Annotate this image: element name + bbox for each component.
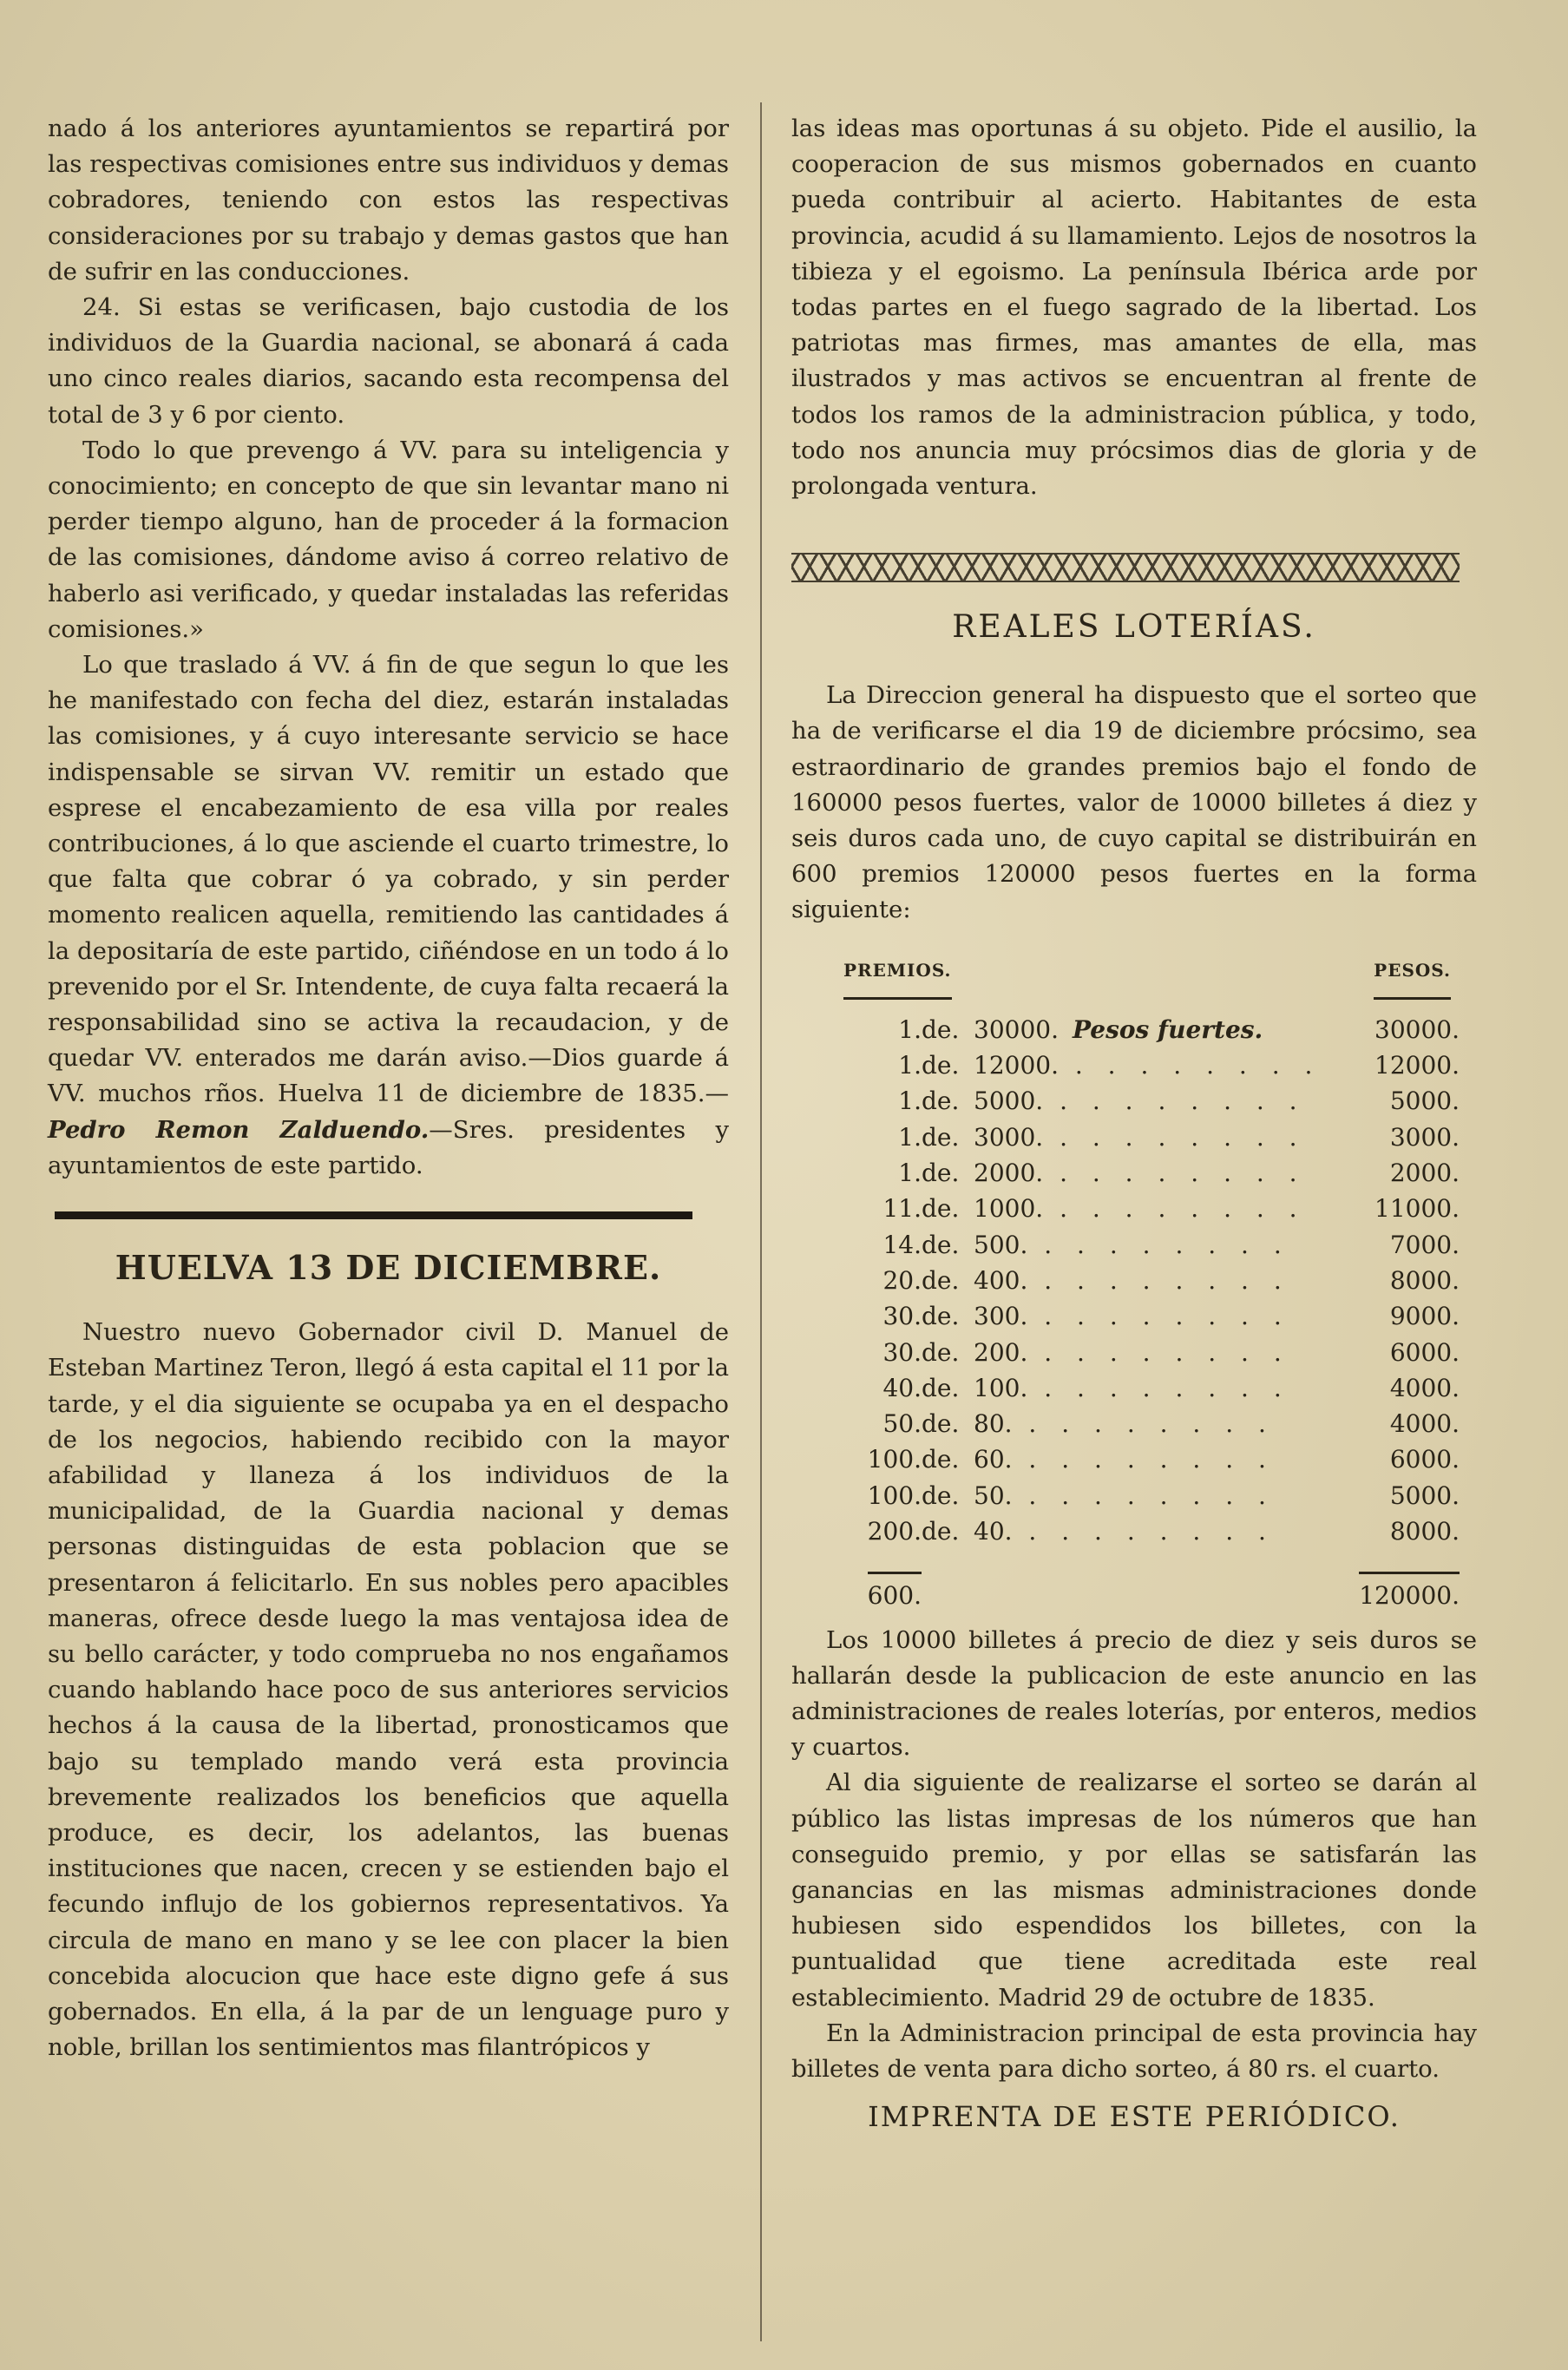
printer-imprint: IMPRENTA DE ESTE PERIÓDICO. bbox=[868, 2100, 1401, 2134]
prize-amount bbox=[974, 1083, 1321, 1119]
prize-table-total bbox=[791, 1549, 1460, 1613]
prize-amount bbox=[974, 1298, 1321, 1334]
governor-article: Nuestro nuevo Gobernador civil D. Manuel de Esteban Martinez Teron, llegó á esta capital el 11 por la tarde, y el dia siguiente se ocupaba ya en el despacho de los negocios, habiendo recibido con la mayor afabilidad y llaneza á los individuos de la municipalidad, de la Guardia nacional y demas personas distinguidas de esta poblacion que se presentaron á felicitarlo. En sus nobles pero apacibles maneras, ofrece desde luego la mas ventajosa idea de su bello carácter, y todo comprueba no nos engañamos cuando hablando hace poco de sus anteriores servicios hechos á la causa de la libertad, pronosticamos que bajo su templado mando verá esta provincia brevemente realizados los beneficios que aquella produce, es decir, los adelantos, las buenas instituciones que nacen, crecen y se estienden bajo el fecundo influjo de los gobiernos representativos. Ya circula de mano en mano y se lee con placer la bien concebida alocucion que hace este digno gefe á sus gobernados. En ella, á la par de un lenguage puro y noble, brillan los sentimientos mas filantrópicos y bbox=[48, 1318, 729, 2062]
prize-row bbox=[791, 1441, 1460, 1477]
prize-amount bbox=[974, 1513, 1321, 1549]
prize-table-body bbox=[791, 1012, 1460, 1549]
prize-amount bbox=[974, 1370, 1321, 1406]
prize-total: 3000. bbox=[1389, 1122, 1460, 1152]
prize-note: Pesos fuertes. bbox=[1072, 1014, 1263, 1044]
prize-count: 1. bbox=[898, 1087, 922, 1116]
prize-amount-value: 12000. bbox=[974, 1051, 1059, 1080]
prize-table-header-pesos: PESOS. bbox=[1321, 953, 1460, 1012]
prize-total: 7000. bbox=[1389, 1230, 1460, 1259]
leader-dots: . . . . . . . . bbox=[1012, 1445, 1275, 1474]
prize-total: 5000. bbox=[1389, 1087, 1460, 1116]
prize-de: de. bbox=[922, 1014, 960, 1044]
venta-notice: En la Administracion principal de esta provincia hay billetes de venta para dicho sorteo, á 80 rs. el cuarto. bbox=[791, 2019, 1477, 2084]
prize-total: 12000. bbox=[1374, 1051, 1460, 1080]
prize-total: 8000. bbox=[1389, 1517, 1460, 1546]
prize-de: de. bbox=[922, 1409, 960, 1439]
prize-total: 4000. bbox=[1389, 1409, 1460, 1439]
prize-de: de. bbox=[922, 1159, 960, 1188]
prize-row bbox=[791, 1513, 1460, 1549]
prize-count: 1. bbox=[898, 1014, 922, 1044]
leader-dots: . . . . . . . . bbox=[1027, 1230, 1290, 1259]
prize-count: 30. bbox=[882, 1302, 922, 1331]
prize-row bbox=[791, 1406, 1460, 1441]
prize-de: de. bbox=[922, 1194, 960, 1224]
right-column bbox=[791, 111, 1477, 2135]
prize-row bbox=[791, 1298, 1460, 1334]
prize-amount-value: 5000. bbox=[974, 1087, 1044, 1116]
left-column bbox=[48, 111, 729, 2065]
article-paragraph-24: 24. Si estas se verificasen, bajo custodia de los individuos de la Guardia nacional, se abonará á cada uno cinco reales diarios, sacando esta recompensa del total de 3 y 6 por ciento. bbox=[48, 293, 729, 429]
column-divider bbox=[760, 102, 762, 2341]
prize-amount-value: 100. bbox=[974, 1373, 1028, 1402]
prize-amount bbox=[974, 1478, 1321, 1513]
prize-amount bbox=[974, 1012, 1321, 1047]
ornamental-divider bbox=[791, 553, 1460, 582]
total-premios: 600. bbox=[791, 1549, 922, 1613]
leader-dots: . . . . . . . . bbox=[1027, 1373, 1290, 1402]
prize-total: 8000. bbox=[1389, 1265, 1460, 1295]
prize-de: de. bbox=[922, 1230, 960, 1259]
prize-total: 9000. bbox=[1389, 1302, 1460, 1331]
prize-de: de. bbox=[922, 1517, 960, 1546]
prize-amount-value: 2000. bbox=[974, 1159, 1044, 1188]
prize-amount-value: 40. bbox=[974, 1517, 1013, 1546]
section-divider bbox=[55, 1211, 692, 1219]
leader-dots: . . . . . . . . bbox=[1043, 1194, 1306, 1224]
prize-amount-value: 1000. bbox=[974, 1194, 1044, 1224]
prize-total: 6000. bbox=[1389, 1337, 1460, 1367]
prize-de: de. bbox=[922, 1087, 960, 1116]
prize-de: de. bbox=[922, 1445, 960, 1474]
prize-row bbox=[791, 1370, 1460, 1406]
article-paragraph: Todo lo que prevengo á VV. para su inteligencia y conocimiento; en concepto de que sin levantar mano ni perder tiempo alguno, han de proceder á la formacion de las comisiones, dándome aviso á correo relativo de haberlo asi verificado, y quedar instaladas las referidas comisiones.» bbox=[48, 436, 729, 643]
prize-amount bbox=[974, 1441, 1321, 1477]
article-conclusion: las ideas mas oportunas á su objeto. Pide el ausilio, la cooperacion de sus mismos gobernados en cuanto pueda contribuir al acierto. Habitantes de esta provincia, acudid á su llamamiento. Lejos de nosotros la tibieza y el egoismo. La península Ibérica arde por todas partes en el fuego sagrado de la libertad. Los patriotas mas firmes, mas amantes de ella, mas ilustrados y mas activos se encuentran al frente de todos los ramos de la administracion pública, y todo, todo nos anuncia muy prócsimos dias de gloria y de prolongada ventura. bbox=[791, 115, 1477, 501]
prize-amount bbox=[974, 1119, 1321, 1155]
prize-total: 6000. bbox=[1389, 1445, 1460, 1474]
prize-total: 2000. bbox=[1389, 1159, 1460, 1188]
prize-row bbox=[791, 1083, 1460, 1119]
prize-amount bbox=[974, 1406, 1321, 1441]
prize-count: 14. bbox=[882, 1230, 922, 1259]
leader-dots: . . . . . . . . bbox=[1012, 1480, 1275, 1510]
traslado-end: —Sres. presidentes y ayuntamientos de este partido. bbox=[48, 1115, 729, 1179]
prize-amount-value: 300. bbox=[974, 1302, 1028, 1331]
total-pesos: 120000. bbox=[1321, 1549, 1460, 1613]
leader-dots: . . . . . . . . bbox=[1027, 1265, 1290, 1295]
prize-row bbox=[791, 1047, 1460, 1083]
prize-amount bbox=[974, 1335, 1321, 1370]
prize-count: 30. bbox=[882, 1337, 922, 1367]
prize-amount-value: 60. bbox=[974, 1445, 1013, 1474]
prize-de: de. bbox=[922, 1302, 960, 1331]
prize-amount bbox=[974, 1047, 1321, 1083]
prize-de: de. bbox=[922, 1480, 960, 1510]
prize-amount-value: 30000. bbox=[974, 1014, 1059, 1044]
leader-dots: . . . . . . . . bbox=[1043, 1122, 1306, 1152]
prize-amount bbox=[974, 1155, 1321, 1191]
prize-total: 30000. bbox=[1374, 1014, 1460, 1044]
prize-row bbox=[791, 1478, 1460, 1513]
article-continuation: nado á los anteriores ayuntamientos se repartirá por las respectivas comisiones entre sus individuos y demas cobradores, teniendo con estos las respectivas consideraciones por su trabajo y demas gastos que han de sufrir en las conducciones. bbox=[48, 115, 729, 286]
prize-row bbox=[791, 1012, 1460, 1047]
prize-amount-value: 3000. bbox=[974, 1122, 1044, 1152]
prize-row bbox=[791, 1263, 1460, 1298]
prize-de: de. bbox=[922, 1122, 960, 1152]
prize-amount bbox=[974, 1191, 1321, 1226]
prize-de: de. bbox=[922, 1051, 960, 1080]
leader-dots: . . . . . . . . bbox=[1027, 1337, 1290, 1367]
prize-amount-value: 200. bbox=[974, 1337, 1028, 1367]
prize-count: 1. bbox=[898, 1159, 922, 1188]
prize-amount bbox=[974, 1227, 1321, 1263]
prize-count: 100. bbox=[867, 1445, 922, 1474]
billetes-notice: Los 10000 billetes á precio de diez y seis duros se hallarán desde la publicacion de este anuncio en las administraciones de reales loterías, por enteros, medios y cuartos. bbox=[791, 1625, 1477, 1762]
signature: Pedro Remon Zalduendo. bbox=[48, 1115, 430, 1144]
prize-amount-value: 50. bbox=[974, 1480, 1013, 1510]
prize-amount-value: 500. bbox=[974, 1230, 1028, 1259]
prize-amount-value: 80. bbox=[974, 1409, 1013, 1439]
prize-count: 200. bbox=[867, 1517, 922, 1546]
prize-row bbox=[791, 1119, 1460, 1155]
prize-count: 50. bbox=[882, 1409, 922, 1439]
prize-count: 40. bbox=[882, 1373, 922, 1402]
lottery-announcement: La Direccion general ha dispuesto que el sorteo que ha de verificarse el dia 19 de diciembre prócsimo, sea estraordinario de grandes premios bajo el fondo de 160000 pesos fuertes, valor de 10000 billetes á diez y seis duros cada uno, de cuyo capital se distribuirán en 600 premios 120000 pesos fuertes en la forma siguiente: bbox=[791, 681, 1477, 924]
leader-dots: . . . . . . . . bbox=[1012, 1517, 1275, 1546]
traslado-text: Lo que traslado á VV. á fin de que segun lo que les he manifestado con fecha del diez, estarán instaladas las comisiones, y á cuyo interesante servicio se hace indispensable se sirvan VV. remitir un estado que esprese el encabezamiento de esa villa por reales contribuciones, á lo que asciende el cuarto trimestre, lo que falta que cobrar ó ya cobrado, y sin perder momento realicen aquella, remitiendo las cantidades á la depositaría de este partido, ciñéndose en un todo á lo prevenido por el Sr. Intendente, de cuya falta recaerá la responsabilidad sino se activa la recaudacion, y de quedar VV. enterados me darán aviso.—Dios guarde á VV. muchos rños. Huelva 11 de diciembre de 1835.— bbox=[48, 651, 729, 1108]
prize-table bbox=[791, 953, 1460, 1614]
section-title-loterias: REALES LOTERÍAS. bbox=[952, 609, 1316, 646]
prize-row bbox=[791, 1227, 1460, 1263]
prize-row bbox=[791, 1155, 1460, 1191]
prize-total: 5000. bbox=[1389, 1480, 1460, 1510]
prize-count: 1. bbox=[898, 1122, 922, 1152]
leader-dots: . . . . . . . . bbox=[1043, 1159, 1306, 1188]
prize-amount bbox=[974, 1263, 1321, 1298]
prize-de: de. bbox=[922, 1337, 960, 1367]
prize-row bbox=[791, 1191, 1460, 1226]
prize-de: de. bbox=[922, 1373, 960, 1402]
prize-amount-value: 400. bbox=[974, 1265, 1028, 1295]
article-paragraph-traslado bbox=[48, 647, 729, 1184]
prize-row bbox=[791, 1335, 1460, 1370]
prize-total: 4000. bbox=[1389, 1373, 1460, 1402]
prize-de: de. bbox=[922, 1265, 960, 1295]
section-title-huelva: HUELVA 13 DE DICIEMBRE. bbox=[115, 1248, 662, 1288]
prize-count: 100. bbox=[867, 1480, 922, 1510]
leader-dots: . . . . . . . . bbox=[1058, 1051, 1322, 1080]
leader-dots: . . . . . . . . bbox=[1012, 1409, 1275, 1439]
prize-count: 11. bbox=[882, 1194, 922, 1224]
prize-table-header-premios: PREMIOS. bbox=[791, 953, 1321, 1012]
leader-dots: . . . . . . . . bbox=[1027, 1302, 1290, 1331]
sorteo-notice: Al dia siguiente de realizarse el sorteo se darán al público las listas impresas de los números que han conseguido premio, y por ellas se satisfarán las ganancias en las mismas administraciones donde hubiesen sido espendidos los billetes, con la puntualidad que tiene acreditada este real establecimiento. Madrid 29 de octubre de 1835. bbox=[791, 1769, 1477, 2012]
prize-total: 11000. bbox=[1374, 1194, 1460, 1224]
prize-count: 20. bbox=[882, 1265, 922, 1295]
leader-dots: . . . . . . . . bbox=[1043, 1087, 1306, 1116]
prize-count: 1. bbox=[898, 1051, 922, 1080]
